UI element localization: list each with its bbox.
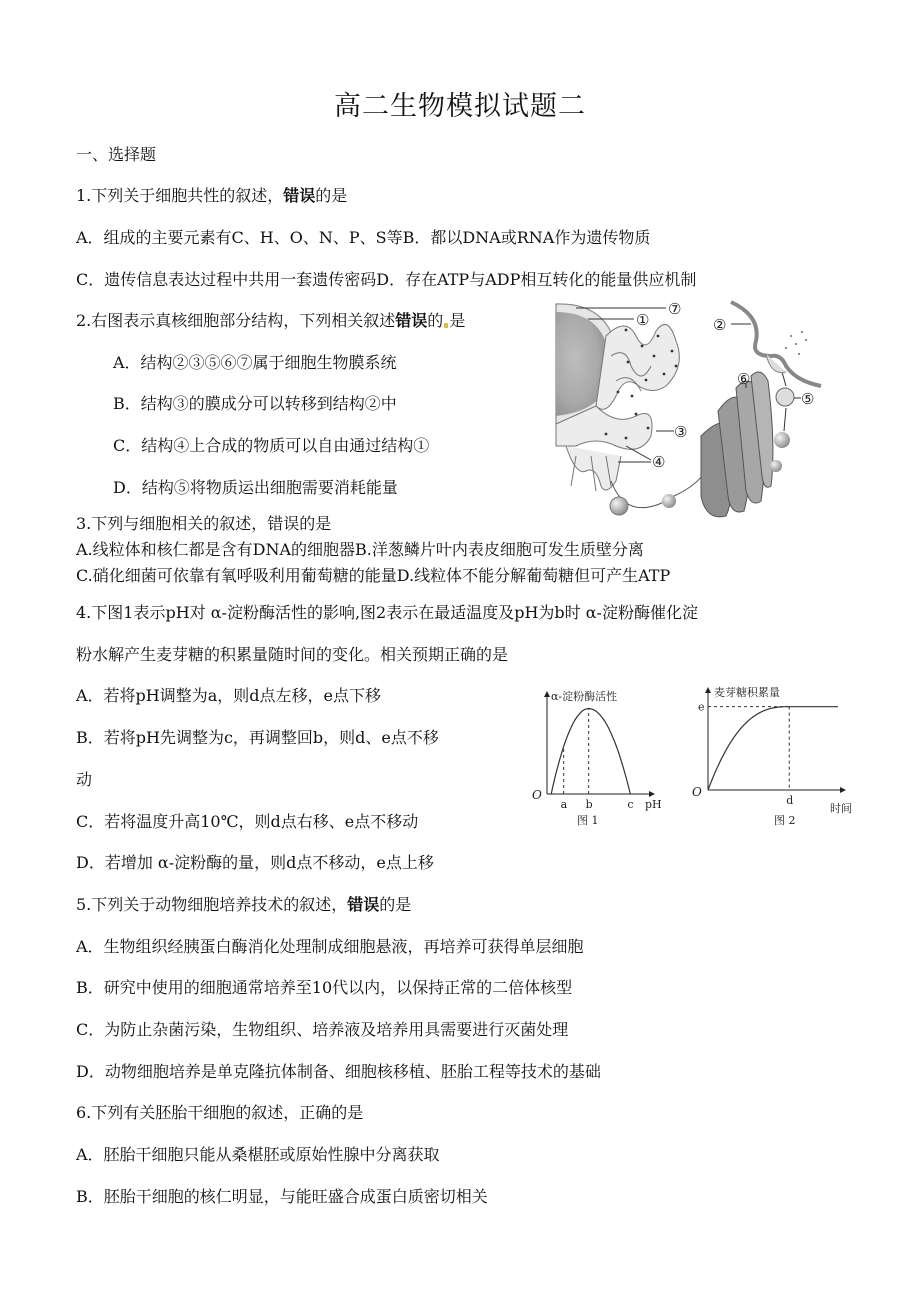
question-3-stem: 3.下列与细胞相关的叙述，错误的是 <box>76 514 332 533</box>
question-5-option-c: C．为防止杂菌污染，生物组织、培养液及培养用具需要进行灭菌处理 <box>76 1020 569 1039</box>
question-5-option-d: D．动物细胞培养是单克隆抗体制备、细胞核移植、胚胎工程等技术的基础 <box>76 1062 601 1081</box>
stem-text: 是 <box>449 311 466 330</box>
question-4-option-c: C．若将温度升高10℃，则d点右移、e点不移动 <box>76 812 419 831</box>
question-6-option-a: A．胚胎干细胞只能从桑椹胚或原始性腺中分离获取 <box>76 1145 440 1164</box>
stem-text: 的 <box>427 311 444 330</box>
figure-caption: 图 1 <box>577 814 599 827</box>
question-5-option-b: B．研究中使用的细胞通常培养至10代以内，以保持正常的二倍体核型 <box>76 978 573 997</box>
activity-curve <box>551 709 630 795</box>
question-4-option-a: A．若将pH调整为a，则d点左移，e点下移 <box>76 686 382 705</box>
question-4-stem-line1: 4.下图1表示pH对 α-淀粉酶活性的影响,图2表示在最适温度及pH为b时 α-淀粉酶催化淀 <box>76 603 698 622</box>
x-axis-arrow <box>649 791 655 797</box>
question-4-option-b-cont: 动 <box>76 770 93 789</box>
chart-figure-2 <box>692 678 852 828</box>
question-6-option-b: B．胚胎干细胞的核仁明显，与能旺盛合成蛋白质密切相关 <box>76 1187 488 1206</box>
y-tick-e: e <box>698 700 705 714</box>
section-heading: 一、选择题 <box>76 145 157 164</box>
label-7: ⑦ <box>668 300 682 318</box>
label-3: ③ <box>674 423 688 441</box>
label-4: ④ <box>652 453 666 471</box>
x-axis-label: pH <box>645 798 662 811</box>
question-4-stem-line2: 粉水解产生麦芽糖的积累量随时间的变化。相关预期正确的是 <box>76 645 509 664</box>
question-4-option-d: D．若增加 α-淀粉酶的量，则d点不移动，e点上移 <box>76 853 434 872</box>
maltose-curve <box>708 707 838 790</box>
stem-text: 1.下列关于细胞共性的叙述， <box>76 186 284 205</box>
label-6: ⑥ <box>737 370 751 388</box>
cell-structure-figure <box>556 296 826 524</box>
chart-title: α-淀粉酶活性 <box>551 690 618 703</box>
stem-text: 5.下列关于动物细胞培养技术的叙述， <box>76 895 348 914</box>
origin-label: O <box>692 785 702 799</box>
label-1: ① <box>636 311 650 329</box>
stem-emphasis: 错误 <box>347 895 380 914</box>
question-1-option-ab: A．组成的主要元素有C、H、O、N、P、S等B．都以DNA或RNA作为遗传物质 <box>76 228 651 247</box>
x-tick-b: b <box>585 798 593 811</box>
question-2-option-b: B．结构③的膜成分可以转移到结构②中 <box>113 394 397 413</box>
y-axis-arrow <box>544 691 550 697</box>
question-1-stem <box>76 186 347 206</box>
label-5: ⑤ <box>801 390 815 408</box>
secretory-vesicles <box>770 372 794 472</box>
x-tick-d: d <box>786 794 794 807</box>
question-4-option-b: B．若将pH先调整为c，再调整回b，则d、e点不移 <box>76 728 439 747</box>
label-2: ② <box>713 316 727 334</box>
question-5-option-a: A．生物组织经胰蛋白酶消化处理制成细胞悬液，再培养可获得单层细胞 <box>76 937 584 956</box>
stem-text: 2.右图表示真核细胞部分结构，下列相关叙述 <box>76 311 396 330</box>
question-2-option-a: A．结构②③⑤⑥⑦属于细胞生物膜系统 <box>113 353 397 372</box>
chart-title: 麦芽糖积累量 <box>714 686 780 699</box>
origin-label: O <box>532 788 542 802</box>
x-axis-label: 时间 <box>830 802 852 815</box>
question-6-stem: 6.下列有关胚胎干细胞的叙述，正确的是 <box>76 1103 364 1122</box>
stem-emphasis: 错误 <box>283 186 316 205</box>
question-2-stem <box>76 311 465 331</box>
golgi-apparatus <box>701 372 773 517</box>
question-3-option-ab: A.线粒体和核仁都是含有DNA的细胞器B.洋葱鳞片叶内表皮细胞可发生质壁分离 <box>76 540 644 559</box>
x-axis-arrow <box>840 787 846 793</box>
chart-figure-1 <box>525 678 662 828</box>
stem-text: 的是 <box>379 895 412 914</box>
question-3-option-cd: C.硝化细菌可依靠有氧呼吸利用葡萄糖的能量D.线粒体不能分解葡萄糖但可产生ATP <box>76 566 671 585</box>
page-title: 高二生物模拟试题二 <box>334 91 586 122</box>
question-5-stem <box>76 895 411 915</box>
question-1-option-cd: C．遗传信息表达过程中共用一套遗传密码D．存在ATP与ADP相互转化的能量供应机制 <box>76 270 697 289</box>
question-2-option-c: C．结构④上合成的物质可以自由通过结构① <box>113 436 430 455</box>
transport-path <box>610 471 706 515</box>
x-tick-a: a <box>560 798 568 811</box>
edit-mark <box>444 323 448 328</box>
stem-emphasis: 错误 <box>395 311 428 330</box>
y-axis-arrow <box>705 687 711 693</box>
question-2-option-d: D．结构⑤将物质运出细胞需要消耗能量 <box>113 478 398 497</box>
figure-caption: 图 2 <box>774 814 796 827</box>
stem-text: 的是 <box>315 186 348 205</box>
x-tick-c: c <box>627 798 634 811</box>
